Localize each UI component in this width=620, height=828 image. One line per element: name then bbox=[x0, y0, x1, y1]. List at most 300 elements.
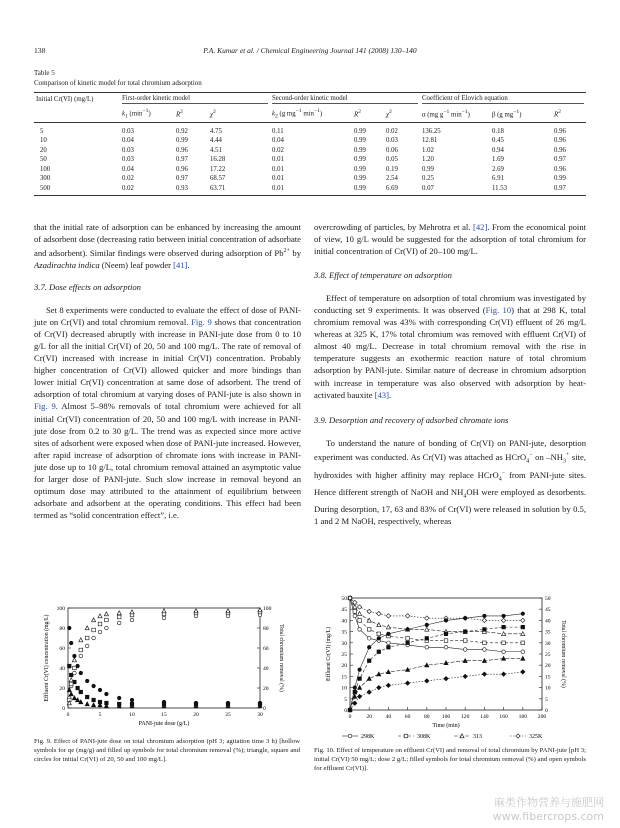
table-cell: 0.92 bbox=[176, 127, 188, 135]
data-point bbox=[386, 614, 390, 618]
table-cell: 0.99 bbox=[354, 146, 366, 154]
data-point bbox=[92, 618, 96, 622]
data-point bbox=[521, 612, 525, 616]
header-k2: $k_2$ (g $mg^{-1}$ $\min^{-1}$) bbox=[270, 105, 352, 123]
table-cell: 0.25 bbox=[422, 175, 434, 183]
table-cell: 0.18 bbox=[492, 127, 504, 135]
y2-axis-label: Total chromium removal (%) bbox=[278, 624, 284, 692]
x-tick-label: 100 bbox=[441, 714, 451, 720]
fig10-chart bbox=[314, 592, 586, 744]
y2-tick-label: 40 bbox=[263, 666, 269, 672]
table-cell: 500 bbox=[34, 184, 120, 196]
data-point bbox=[367, 645, 371, 649]
data-point bbox=[353, 614, 357, 618]
table-cell: 2.54 bbox=[386, 175, 398, 183]
fig9-plot bbox=[43, 606, 285, 727]
table-cell: 0.99 bbox=[354, 137, 366, 145]
series-line bbox=[350, 598, 523, 652]
header-chi-first: $\chi^2$ bbox=[208, 105, 270, 123]
series-line bbox=[350, 598, 523, 620]
data-point bbox=[406, 637, 410, 641]
header-first-order: First-order kinetic model bbox=[122, 95, 268, 104]
data-point bbox=[162, 616, 166, 620]
table-cell: 1.69 bbox=[492, 156, 504, 164]
table-row bbox=[34, 145, 586, 155]
x-tick-label: 20 bbox=[193, 712, 199, 718]
legend-label: 313 bbox=[473, 734, 482, 740]
table-row bbox=[34, 165, 586, 175]
table-cell: 0.96 bbox=[554, 146, 566, 154]
series-line bbox=[350, 658, 523, 710]
data-point bbox=[521, 670, 525, 674]
data-point bbox=[521, 656, 525, 660]
header-elovich: Coefficient of Elovich equation bbox=[422, 95, 584, 104]
table-cell: 1.20 bbox=[422, 156, 434, 164]
table-cell: 0.96 bbox=[176, 165, 188, 173]
data-point bbox=[130, 618, 134, 622]
y2-tick-label: 15 bbox=[545, 674, 551, 681]
data-point bbox=[367, 676, 371, 680]
table-cell: 11.53 bbox=[490, 184, 552, 196]
legend-label: 308K bbox=[417, 734, 431, 740]
x-tick-label: 10 bbox=[129, 712, 135, 718]
y2-tick-label: 20 bbox=[545, 663, 551, 670]
data-point bbox=[79, 690, 83, 694]
data-point bbox=[425, 623, 429, 627]
table-cell: 63.71 bbox=[208, 184, 270, 196]
table-cell: 0.02 bbox=[122, 175, 134, 183]
data-point bbox=[353, 605, 357, 609]
ref-43-link[interactable]: [43] bbox=[374, 389, 389, 400]
y-tick-label: 35 bbox=[341, 629, 347, 636]
fig9-chart bbox=[34, 598, 302, 733]
data-point bbox=[98, 622, 102, 626]
data-point bbox=[92, 698, 96, 702]
header-second-order: Second-order kinetic model bbox=[272, 95, 418, 104]
data-point bbox=[521, 618, 525, 622]
x-tick-label: 25 bbox=[225, 712, 231, 718]
y2-axis-label: Total chromium removal (%) bbox=[560, 620, 566, 688]
data-point bbox=[444, 619, 448, 623]
table-cell: 0.97 bbox=[554, 156, 566, 164]
y-tick-label: 40 bbox=[341, 618, 347, 625]
data-point bbox=[69, 641, 73, 645]
fig9-link-2[interactable]: Fig. 9 bbox=[34, 401, 56, 412]
data-point bbox=[444, 639, 448, 643]
table-cell: 0.19 bbox=[386, 165, 398, 173]
table-cell: 0.02 bbox=[272, 146, 284, 154]
data-point bbox=[117, 696, 121, 700]
data-point bbox=[92, 703, 96, 707]
table-cell: 0.04 bbox=[272, 137, 284, 145]
y2-tick-label: 10 bbox=[545, 685, 551, 692]
data-point bbox=[367, 637, 371, 641]
data-point bbox=[463, 639, 467, 643]
data-point bbox=[521, 650, 525, 654]
data-point bbox=[85, 679, 89, 683]
y2-tick-label: 80 bbox=[263, 626, 269, 632]
table-cell: 0.99 bbox=[422, 165, 434, 173]
table-cell: 300 bbox=[40, 175, 51, 183]
data-point bbox=[463, 659, 467, 663]
series-line bbox=[350, 672, 523, 710]
y2-tick-label: 0 bbox=[263, 706, 266, 712]
table-cell: 0.01 bbox=[270, 184, 352, 196]
data-point bbox=[85, 626, 89, 630]
data-point bbox=[85, 702, 89, 706]
x-axis-label: Time (min) bbox=[432, 723, 460, 729]
y-tick-label: 60 bbox=[59, 646, 65, 652]
y-axis-label: Effluent Cr(VI) concentration (mg/L) bbox=[44, 614, 50, 702]
data-point bbox=[377, 623, 381, 627]
y-tick-label: 20 bbox=[341, 663, 347, 670]
kinetic-model-table bbox=[34, 92, 586, 196]
data-point bbox=[463, 674, 467, 678]
data-point bbox=[69, 678, 73, 682]
table-cell: 0.01 bbox=[272, 175, 284, 183]
data-point bbox=[117, 611, 121, 615]
table-cell: 0.99 bbox=[354, 127, 366, 135]
data-point bbox=[425, 645, 429, 649]
table-cell: 0.99 bbox=[176, 137, 188, 145]
data-point bbox=[377, 611, 381, 615]
right-column bbox=[314, 221, 586, 527]
table-cell: 5 bbox=[40, 127, 44, 135]
data-point bbox=[444, 676, 448, 680]
x-tick-label: 200 bbox=[537, 714, 547, 720]
table-label: Table 5 bbox=[34, 69, 55, 77]
plot-frame bbox=[68, 608, 260, 708]
data-point bbox=[387, 645, 391, 649]
data-point bbox=[425, 637, 429, 641]
data-point bbox=[483, 614, 487, 618]
data-point bbox=[358, 619, 362, 623]
data-point bbox=[367, 609, 371, 613]
watermark bbox=[493, 796, 604, 824]
y-tick-label: 15 bbox=[341, 674, 347, 681]
table-row bbox=[34, 155, 586, 165]
table-cell: 12.81 bbox=[422, 137, 438, 145]
data-point bbox=[377, 632, 381, 636]
data-point bbox=[72, 658, 76, 662]
data-point bbox=[104, 612, 108, 616]
x-tick-label: 140 bbox=[480, 714, 489, 720]
data-point bbox=[130, 610, 134, 614]
table-cell: 1.02 bbox=[422, 146, 434, 154]
data-point bbox=[501, 672, 505, 676]
y-tick-label: 40 bbox=[59, 666, 65, 672]
table-cell: 0.06 bbox=[386, 146, 398, 154]
data-point bbox=[72, 696, 76, 700]
data-point bbox=[406, 641, 410, 645]
data-point bbox=[92, 684, 96, 688]
y2-tick-label: 60 bbox=[263, 646, 269, 652]
header-k1: $k_1$ $(\min^{-1})$ bbox=[120, 105, 174, 123]
table-row bbox=[34, 136, 586, 146]
data-point bbox=[98, 630, 102, 634]
fig9-caption: Fig. 9. Effect of PANI-jute dose on total chromium adsorption (pH 3; agitation time 3 h) [hollow symbols for qe (mg/g) and filled up symbols for total chromium removal (%); triangle, square and circles for initial Cr(VI) of 20, 50 and 100 mg/L]. bbox=[34, 738, 300, 764]
y2-tick-label: 5 bbox=[545, 696, 548, 703]
table-title: Comparison of kinetic model for total chromium adsorption bbox=[34, 79, 202, 87]
data-point bbox=[92, 628, 96, 632]
data-point bbox=[386, 670, 390, 674]
data-point bbox=[502, 614, 506, 618]
ref-42-link[interactable]: [42] bbox=[473, 222, 488, 232]
header-initial: Initial Cr(VI) (mg/L) bbox=[34, 93, 120, 105]
data-point bbox=[483, 648, 487, 652]
paragraph-continuation-right: overcrowding of particles, by Mehrotra et al. [42]. From the economical point of view, 10 g/L would be suggested for the adsorption of total chromium for initial concentration of Cr(VI) of 20–100 mg/L. bbox=[314, 222, 586, 257]
table-cell: 136.25 bbox=[422, 127, 441, 135]
table-cell: 0.01 bbox=[272, 165, 284, 173]
data-point bbox=[501, 618, 505, 622]
data-point bbox=[444, 632, 448, 636]
journal-citation: P.A. Kumar et al. / Chemical Engineering Journal 141 (2008) 130–140 bbox=[203, 46, 417, 55]
data-point bbox=[85, 695, 89, 699]
paragraph-continuation: that the initial rate of adsorption can be enhanced by increasing the amount of adsorbent dose (decreasing ratio between initial concentration of adsorbate and adsorbent). Similar findings were observed during adsorption of $Pb^{2+}$ by Azadirachta indica (Neem) leaf powder [41]. bbox=[34, 222, 301, 270]
data-point bbox=[367, 659, 371, 663]
table-cell: 0.99 bbox=[354, 165, 366, 173]
table-cell: 0.11 bbox=[272, 127, 284, 135]
table-cell: 0.99 bbox=[352, 184, 384, 196]
data-point bbox=[92, 636, 96, 640]
data-point bbox=[367, 690, 371, 694]
data-point bbox=[73, 666, 77, 670]
data-point bbox=[162, 609, 166, 613]
section-3-8-heading: 3.8. Effect of temperature on adsorption bbox=[314, 270, 452, 281]
y-tick-label: 25 bbox=[341, 652, 347, 658]
data-point bbox=[226, 609, 230, 613]
table-cell: 0.97 bbox=[176, 175, 188, 183]
table-cell: 0.99 bbox=[354, 156, 366, 164]
section-3-9-heading: 3.9. Desorption and recovery of adsorbed chromate ions bbox=[314, 414, 509, 425]
data-point bbox=[386, 683, 390, 687]
watermark-line1: 麻类作物营养与施肥网 bbox=[494, 796, 604, 809]
data-point bbox=[386, 625, 390, 629]
y-tick-label: 50 bbox=[341, 596, 347, 602]
y-tick-label: 20 bbox=[59, 686, 65, 692]
table-cell: 6.91 bbox=[492, 175, 504, 183]
table-cell: 16.28 bbox=[210, 156, 226, 164]
y-tick-label: 30 bbox=[341, 640, 347, 647]
table-cell: 0.93 bbox=[174, 184, 208, 196]
table-cell: 0.97 bbox=[176, 156, 188, 164]
data-point bbox=[353, 610, 357, 614]
x-tick-label: 120 bbox=[461, 714, 470, 720]
table-cell: 0.05 bbox=[386, 156, 398, 164]
ref-41-link[interactable]: [41] bbox=[173, 260, 188, 270]
data-point bbox=[69, 682, 73, 686]
header-chi-second: $\chi^2$ bbox=[384, 105, 420, 123]
table-cell: 4.51 bbox=[210, 146, 222, 154]
table-cell: 100 bbox=[40, 165, 51, 173]
x-tick-label: 20 bbox=[366, 714, 372, 720]
table-cell: 0.94 bbox=[492, 146, 504, 154]
y2-tick-label: 30 bbox=[545, 640, 551, 647]
y-tick-label: 10 bbox=[341, 685, 347, 692]
data-point bbox=[425, 616, 429, 620]
data-point bbox=[377, 650, 381, 654]
data-point bbox=[404, 734, 408, 738]
data-point bbox=[483, 628, 487, 632]
table-cell: 0.45 bbox=[492, 137, 504, 145]
data-point bbox=[357, 694, 361, 698]
table-caption bbox=[34, 68, 202, 88]
y-tick-label: 0 bbox=[62, 706, 65, 712]
data-point bbox=[85, 644, 89, 648]
data-point bbox=[521, 625, 525, 629]
table-cell: 0.01 bbox=[272, 156, 284, 164]
data-point bbox=[463, 648, 467, 652]
fig10-legend bbox=[342, 734, 543, 740]
data-point bbox=[358, 611, 362, 615]
x-tick-label: 60 bbox=[404, 714, 411, 720]
header-r2-elovich: $R^2$ bbox=[552, 105, 586, 123]
table-cell: 17.22 bbox=[210, 165, 226, 173]
legend-label: 298K bbox=[361, 734, 375, 740]
data-point bbox=[117, 621, 121, 625]
y2-tick-label: 0 bbox=[545, 708, 548, 714]
data-point bbox=[516, 734, 520, 738]
data-point bbox=[67, 626, 71, 630]
table-row bbox=[34, 184, 586, 196]
data-point bbox=[482, 672, 486, 676]
paragraph-3-7: Set 8 experiments were conducted to evaluate the effect of dose of PANI-jute on Cr(VI) and total chromium removal. Fig. 9 shows that concentration of Cr(VI) decreased abruptly with increase in PANI-jute dose from 0 to 10 g/L for all the initial Cr(VI) of 20, 50 and 100 mg/L. The rate of removal of Cr(VI) increased with increase in initial Cr(VI) concentration. Probably higher concentration of Cr(VI) allowed quicker and more bindings than lower initial Cr(VI) concentration at same dose of adsorbent. The trend of adsorption of total chromium at varying doses of PANI-jute is also shown in Fig. 9. Almost 5–98% removals of total chromium were achieved for all initial Cr(VI) concentration of 20, 50 and 100 mg/L with increase in PANI-jute dose from 0.2 to 30 g/L. The trend was as expected since more active sites of adsorbent were exposed when dose of PANI-jute increased. However, after rapid increase of adsorption of chromate ions with increase in PANI-jute dose up to 10 g/L, total chromium removal attained an asymptotic value for larger dose of PANI-jute. Such slow increase in removal beyond an optimum dose may attributed to the attainment of equilibrium between adsorbate and adsorbent at the operating conditions. This effect had been termed as “solid concentration effect”, i.e. bbox=[34, 305, 302, 520]
fig9-link[interactable]: Fig. 9 bbox=[191, 317, 212, 328]
table-cell: 0.99 bbox=[354, 175, 366, 183]
y-tick-label: 45 bbox=[341, 607, 347, 614]
data-point bbox=[194, 609, 198, 613]
table-cell: 0.02 bbox=[386, 127, 398, 135]
data-point bbox=[105, 626, 109, 630]
x-tick-label: 160 bbox=[499, 714, 508, 720]
fig10-plot bbox=[325, 596, 567, 740]
y-tick-label: 5 bbox=[344, 696, 347, 703]
data-point bbox=[79, 671, 83, 675]
data-point bbox=[444, 645, 448, 649]
data-point bbox=[482, 618, 486, 622]
table-cell: 20 bbox=[40, 146, 47, 154]
data-point bbox=[105, 618, 109, 622]
data-point bbox=[405, 681, 409, 685]
data-point bbox=[67, 664, 71, 668]
table-cell: 0.96 bbox=[554, 137, 566, 145]
table-cell: 6.69 bbox=[384, 184, 420, 196]
data-point bbox=[463, 616, 467, 620]
data-point bbox=[377, 637, 381, 641]
data-point bbox=[387, 632, 391, 636]
data-point bbox=[405, 614, 409, 618]
data-point bbox=[130, 698, 134, 702]
data-point bbox=[117, 615, 121, 619]
y2-tick-label: 40 bbox=[545, 618, 551, 625]
y2-tick-label: 50 bbox=[545, 596, 551, 602]
data-point bbox=[377, 685, 381, 689]
header-alpha: α (mg $g^{-1}$ $\min^{-1}$) bbox=[420, 105, 490, 123]
data-point bbox=[463, 630, 467, 634]
fig10-link[interactable]: Fig. 10 bbox=[485, 305, 512, 316]
data-point bbox=[502, 641, 506, 645]
table-cell: 0.03 bbox=[122, 146, 134, 154]
y-axis-label: Effluent Cr(VI) (mg/L) bbox=[326, 627, 332, 681]
y-tick-label: 100 bbox=[56, 606, 65, 612]
data-point bbox=[358, 668, 362, 672]
data-point bbox=[73, 671, 77, 675]
x-tick-label: 80 bbox=[424, 714, 430, 720]
y2-tick-label: 25 bbox=[545, 652, 551, 658]
legend-label: 325K bbox=[529, 734, 543, 740]
table-cell: 10 bbox=[40, 137, 47, 145]
table-cell: 0.96 bbox=[554, 165, 566, 173]
table-cell: 2.69 bbox=[492, 165, 504, 173]
data-point bbox=[79, 654, 83, 658]
data-point bbox=[353, 690, 357, 694]
data-point bbox=[358, 628, 362, 632]
data-point bbox=[521, 641, 525, 645]
y2-tick-label: 35 bbox=[545, 629, 551, 636]
table-cell: 50 bbox=[40, 156, 47, 164]
data-point bbox=[502, 650, 506, 654]
x-tick-label: 30 bbox=[257, 712, 263, 718]
data-point bbox=[367, 628, 371, 632]
header-r2-second: $R^2$ bbox=[352, 105, 384, 123]
x-tick-label: 40 bbox=[385, 714, 392, 720]
data-point bbox=[105, 692, 109, 696]
data-point bbox=[79, 638, 83, 642]
fig10-caption: Fig. 10. Effect of temperature on effluent Cr(VI) and removal of total chromium by PANI-jute [pH 3; initial Cr(VI) 50 mg/L; dose 2 g/L; filled symbols for total chromium removal (%) and open symbols for effluent Cr(VI)]. bbox=[314, 747, 586, 773]
y-tick-label: 0 bbox=[344, 708, 347, 714]
table-cell: 0.99 bbox=[554, 175, 566, 183]
x-axis-label: PANI-jute dose (g/L) bbox=[138, 721, 190, 727]
x-tick-label: 5 bbox=[98, 712, 102, 718]
x-tick-label: 180 bbox=[518, 714, 527, 720]
y2-tick-label: 45 bbox=[545, 607, 551, 614]
table-cell: 0.04 bbox=[122, 165, 134, 173]
data-point bbox=[425, 663, 429, 667]
table-cell: 0.96 bbox=[554, 127, 566, 135]
table-cell: 4.44 bbox=[210, 137, 222, 145]
table-row bbox=[34, 123, 586, 136]
table-cell: 68.57 bbox=[210, 175, 226, 183]
left-column bbox=[34, 221, 301, 521]
data-point bbox=[425, 627, 429, 631]
y2-tick-label: 20 bbox=[263, 686, 269, 692]
table-cell: 0.03 bbox=[122, 127, 134, 135]
header-r2-first: $R^2$ bbox=[174, 105, 208, 123]
data-point bbox=[406, 628, 410, 632]
data-point bbox=[348, 734, 352, 738]
watermark-line2: www.fibercrops.com bbox=[492, 810, 604, 823]
table-cell: 0.02 bbox=[120, 184, 174, 196]
data-point bbox=[387, 641, 391, 645]
data-point bbox=[85, 636, 89, 640]
data-point bbox=[425, 679, 429, 683]
series-line bbox=[350, 627, 523, 710]
y2-tick-label: 100 bbox=[263, 606, 272, 612]
table-cell: 0.04 bbox=[122, 137, 134, 145]
y-tick-label: 80 bbox=[59, 626, 65, 632]
table-cell: 0.03 bbox=[122, 156, 134, 164]
table-cell: 0.03 bbox=[386, 137, 398, 145]
header-beta: β (g $mg^{-1}$) bbox=[490, 105, 552, 123]
data-point bbox=[502, 656, 506, 660]
x-tick-label: 0 bbox=[348, 714, 352, 720]
data-point bbox=[357, 605, 361, 609]
table-cell: 4.75 bbox=[210, 127, 222, 135]
data-point bbox=[76, 686, 80, 690]
table-row bbox=[34, 174, 586, 184]
data-point bbox=[483, 641, 487, 645]
data-point bbox=[367, 618, 371, 622]
